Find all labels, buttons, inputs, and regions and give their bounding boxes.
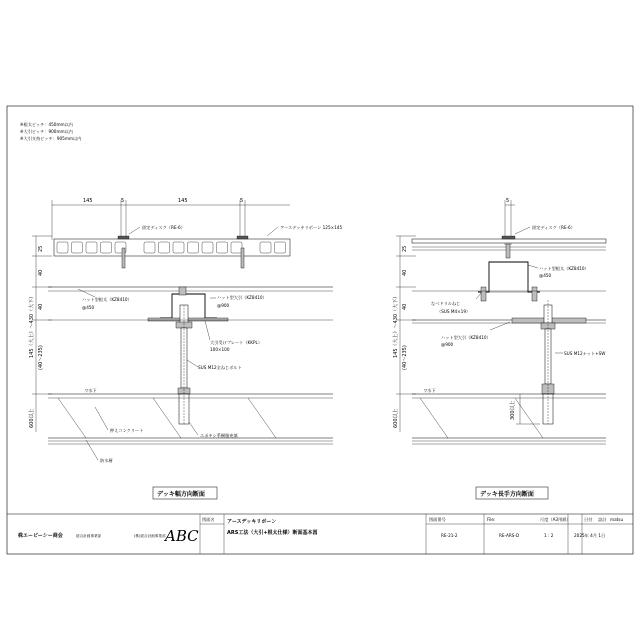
label-hat-beam-pitch-left: @900	[217, 303, 230, 308]
dim-right-40-a: 40	[402, 269, 408, 276]
hat-beam-bracket	[160, 294, 217, 318]
dim-left-40-b: 40	[38, 303, 44, 310]
label-plate: 大引受けプレート（KKPL）	[210, 340, 263, 345]
hat-joist-profile	[478, 262, 540, 292]
dim-right-range: 145（大上）～430（大下）	[393, 293, 399, 358]
title-line-1: アースデッキリボーン	[227, 519, 277, 525]
label-hat-beam-pitch-right: @900	[441, 342, 454, 347]
fixing-disk-icon	[118, 236, 129, 239]
screw-icon	[506, 244, 510, 258]
label-disk-left: 固定ディスク（RE-6）	[142, 225, 185, 230]
label-plate-size: 100×100	[210, 347, 230, 352]
company-name: 株エービーシー商会	[18, 533, 63, 539]
date-value: 2025年 4月 1日	[574, 533, 606, 538]
scale-label: 尺度（A3用紙）	[540, 517, 571, 522]
date-label: 日付	[584, 517, 593, 522]
label-concrete: 押えコンクリート	[110, 428, 144, 433]
hatch-line	[515, 398, 543, 438]
dim-gap-5-a: 5	[121, 198, 125, 204]
label-hat-beam-left: ハット型大引（KZ8410）	[217, 295, 267, 300]
drawing-no: RE-21-2	[441, 533, 458, 538]
drawn-label: 設計	[598, 517, 607, 522]
label-disk-right: 固定ディスク（RE-6）	[532, 225, 575, 230]
title-block	[7, 514, 633, 554]
scale-value: 1 : 2	[544, 533, 554, 538]
label-screw-size: （SUS M4×19）	[437, 309, 471, 314]
drawn-value: matsu	[610, 517, 624, 522]
dim-right-600: 600以上	[393, 408, 399, 428]
label-hat-joist-pitch-right: @450	[539, 273, 552, 278]
drawing-no-label: 図面番号	[429, 517, 446, 522]
file-value: RE-ARS-D	[499, 533, 520, 538]
label-hat-joist-left: ハット型根太（KZ8410）	[82, 297, 132, 302]
dim-width-145-b: 145	[178, 198, 188, 204]
dim-left-range-2: (40～235)	[38, 345, 44, 370]
hatch-line	[58, 398, 86, 438]
caption-left: デッキ幅方向断面	[157, 491, 205, 498]
brand-sub: (株)総合計画事業部	[134, 534, 166, 538]
fixing-disk-icon	[237, 236, 248, 239]
dim-left-40-a: 40	[38, 269, 44, 276]
dim-right-gap-5: 5	[506, 198, 510, 204]
hatch-line	[248, 398, 276, 438]
label-hat-beam-right: ハット型大引（KZ8410）	[441, 335, 491, 340]
dim-right-40-b: 40	[402, 303, 408, 310]
label-ribbon: アースデッキリボーン 125×145	[280, 225, 343, 230]
note-support-pitch: ※大引支持ピッチ：905mm以内	[20, 136, 82, 141]
left-section-view	[28, 198, 342, 499]
caption-right: デッキ長手方向断面	[480, 491, 534, 498]
label-gl-left: ▽水下	[85, 388, 97, 393]
label-hat-joist-pitch-left: @450	[82, 305, 95, 310]
dim-left-25: 25	[38, 245, 44, 252]
dim-width-145-a: 145	[83, 198, 93, 204]
label-screw: なべドリルねじ	[431, 301, 461, 306]
dim-right-25: 25	[402, 245, 408, 252]
dim-left-range: 145（大上）～430（大下）	[29, 293, 35, 358]
label-nut: SUS M12ナット+SW	[564, 351, 606, 356]
note-beam-pitch: ※大引ピッチ：900mm以内	[20, 129, 73, 134]
right-section-view	[392, 198, 606, 499]
company-dept: 総合計画事業部	[76, 534, 102, 538]
file-label: File:	[487, 517, 496, 522]
title-line-2: ARS工法（大引+根太仕様）断面基本図	[227, 530, 318, 536]
note-joist-pitch: ※根太ピッチ：450mm以内	[20, 122, 73, 127]
label-waterproof: 防水層	[100, 458, 113, 463]
label-epoxy: エポキシ系樹脂充填	[200, 433, 238, 438]
pan-drill-screw	[481, 287, 486, 301]
screw-icon	[122, 248, 125, 268]
hatch-line	[153, 398, 181, 438]
dim-left-600: 600以上	[29, 408, 35, 428]
label-gl-right: ▽水下	[424, 388, 436, 393]
screw-icon	[241, 248, 244, 268]
label-hat-joist-right: ハット型根太（KZ8410）	[539, 266, 589, 271]
dim-gap-5-b: 5	[240, 198, 244, 204]
label-bolt: SUS M12全ねじボルト	[198, 365, 242, 370]
drawing-name-label: 図面名	[202, 517, 215, 522]
fixing-disk-icon	[502, 236, 515, 239]
abc-logo: ABC	[165, 527, 199, 545]
hatch-line	[420, 398, 448, 438]
dim-right-range-2: (40～235)	[402, 345, 408, 370]
dim-right-300: 300以上	[510, 400, 516, 420]
